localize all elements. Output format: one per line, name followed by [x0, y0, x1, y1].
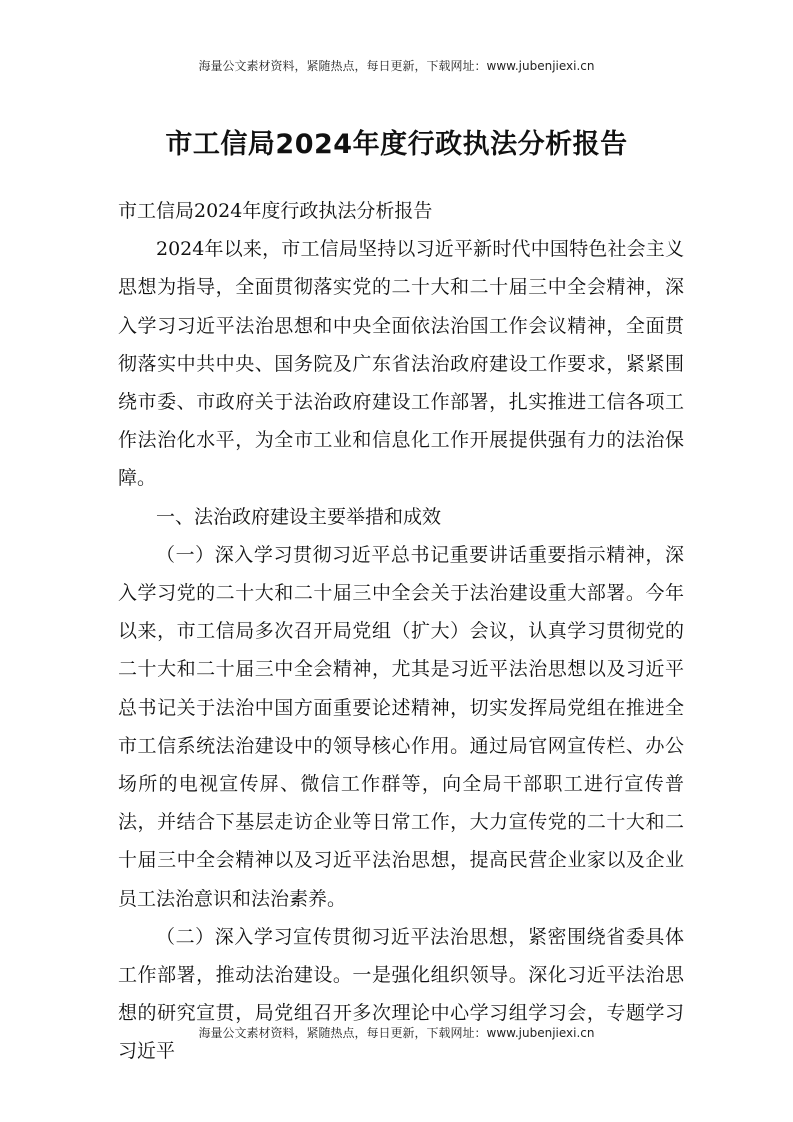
page-header-note: 海量公文素材资料，紧随热点，每日更新，下载网址：www.jubenjiexi.cn — [198, 59, 595, 73]
paragraph-section-1-2: （二）深入学习宣传贯彻习近平法治思想，紧密围绕省委具体工作部署，推动法治建设。一是强化组织领导。深化习近平法治思想的研究宣贯，局党组召开多次理论中心学习组学习会，专题学习习近平 — [118, 925, 684, 1063]
section-heading-1: 一、法治政府建设主要举措和成效 — [156, 505, 442, 528]
document-subtitle: 市工信局2024年度行政执法分析报告 — [118, 200, 433, 222]
paragraph-section-1-1: （一）深入学习贯彻习近平总书记重要讲话重要指示精神，深入学习党的二十大和二十届三中全会关于法治建设重大部署。今年以来，市工信局多次召开局党组（扩大）会议，认真学习贯彻党的二十大和二十届三中全会精神，尤其是习近平法治思想以及习近平总书记关于法治中国方面重要论述精神，切实发挥局党组在推进全市工信系统法治建设中的领导核心作用。通过局官网宣传栏、办公场所的电视宣传屏、微信工作群等，向全局干部职工进行宣传普法，并结合下基层走访企业等日常工作，大力宣传党的二十大和二十届三中全会精神以及习近平法治思想，提高民营企业家以及企业员工法治意识和法治素养。 — [118, 543, 684, 910]
document-title: 市工信局2024年度行政执法分析报告 — [165, 129, 628, 160]
page-footer-note: 海量公文素材资料，紧随热点，每日更新，下载网址：www.jubenjiexi.cn — [198, 1026, 595, 1040]
document-body — [118, 192, 684, 1071]
paragraph-intro: 2024年以来，市工信局坚持以习近平新时代中国特色社会主义思想为指导，全面贯彻落实党的二十大和二十届三中全会精神，深入学习习近平法治思想和中央全面依法治国工作会议精神，全面贯彻落实中共中央、国务院及广东省法治政府建设工作要求，紧紧围绕市委、市政府关于法治政府建设工作部署，扎实推进工信各项工作法治化水平，为全市工业和信息化工作开展提供强有力的法治保障。 — [118, 238, 684, 490]
